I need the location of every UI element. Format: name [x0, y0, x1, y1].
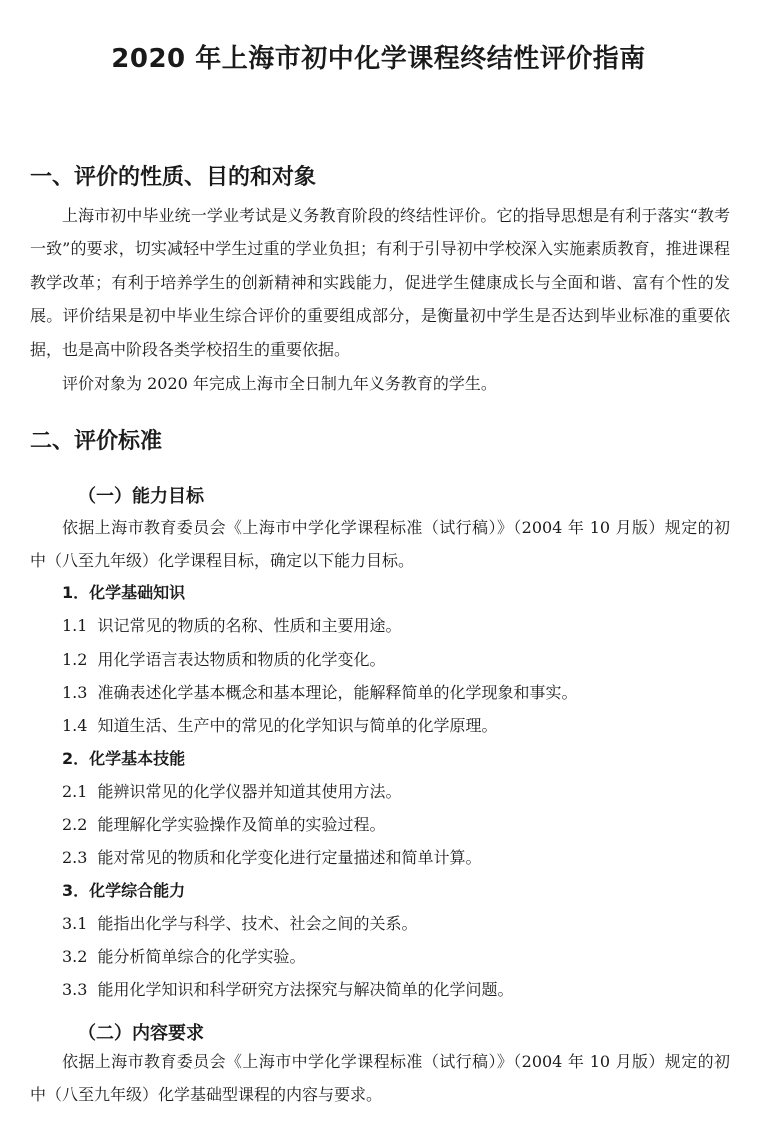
list-item	[62, 680, 577, 703]
item-number: 2.2	[62, 815, 88, 834]
paragraph-target: 评价对象为 2020 年完成上海市全日制九年义务教育的学生。	[62, 374, 497, 393]
section-heading-1: 一、评价的性质、目的和对象	[30, 165, 317, 190]
item-text: 用化学语言表达物质和物质的化学变化。	[97, 650, 386, 669]
group-title-basic-skills: 2．化学基本技能	[62, 749, 186, 768]
list-item	[62, 944, 305, 967]
paragraph-purpose: 上海市初中毕业统一学业考试是义务教育阶段的终结性评价。它的指导思想是有利于落实“教考一致”的要求，切实减轻中学生过重的学业负担；有利于引导初中学校深入实施素质教育，推进课程教学改革；有利于培养学生的创新精神和实践能力，促进学生健康成长与全面和谐、富有个性的发展。评价结果是初中毕业生综合评价的重要组成部分，是衡量初中学生是否达到毕业标准的重要依据，也是高中阶段各类学校招生的重要依据。	[30, 206, 730, 359]
list-item	[62, 713, 497, 736]
item-text: 知道生活、生产中的常见的化学知识与简单的化学原理。	[97, 716, 498, 735]
item-number: 3.1	[62, 914, 88, 933]
item-number: 1.2	[62, 650, 88, 669]
item-number: 2.1	[62, 782, 88, 801]
item-text: 识记常见的物质的名称、性质和主要用途。	[97, 616, 402, 635]
item-number: 3.2	[62, 947, 88, 966]
list-item	[62, 911, 417, 934]
list-item	[62, 812, 385, 835]
section-heading-2: 二、评价标准	[30, 429, 163, 454]
paragraph-content-intro: 依据上海市教育委员会《上海市中学化学课程标准（试行稿）》（2004 年 10 月版）规定的初中（八至九年级）化学基础型课程的内容与要求。	[30, 1052, 730, 1104]
item-text: 能用化学知识和科学研究方法探究与解决简单的化学问题。	[97, 980, 514, 999]
list-item	[62, 647, 385, 670]
list-item	[62, 779, 401, 802]
item-number: 3.3	[62, 980, 88, 999]
item-text: 能辨识常见的化学仪器并知道其使用方法。	[97, 782, 402, 801]
item-text: 准确表述化学基本概念和基本理论，能解释简单的化学现象和事实。	[97, 683, 578, 702]
item-text: 能分析简单综合的化学实验。	[97, 947, 306, 966]
list-item	[62, 613, 401, 636]
document-title: 2020 年上海市初中化学课程终结性评价指南	[111, 44, 646, 74]
item-text: 能对常见的物质和化学变化进行定量描述和简单计算。	[97, 848, 482, 867]
group-title-basic-knowledge: 1．化学基础知识	[62, 583, 186, 602]
list-item	[62, 845, 481, 868]
list-item	[62, 977, 513, 1000]
subsection-heading-content: （二）内容要求	[78, 1023, 204, 1044]
item-text: 能理解化学实验操作及简单的实验过程。	[97, 815, 386, 834]
subsection-heading-ability: （一）能力目标	[78, 486, 204, 507]
item-number: 1.4	[62, 716, 88, 735]
paragraph-ability-intro: 依据上海市教育委员会《上海市中学化学课程标准（试行稿）》（2004 年 10 月版）规定的初中（八至九年级）化学课程目标，确定以下能力目标。	[30, 518, 730, 570]
item-number: 1.1	[62, 616, 88, 635]
item-number: 2.3	[62, 848, 88, 867]
item-text: 能指出化学与科学、技术、社会之间的关系。	[97, 914, 418, 933]
item-number: 1.3	[62, 683, 88, 702]
group-title-comprehensive: 3．化学综合能力	[62, 881, 186, 900]
